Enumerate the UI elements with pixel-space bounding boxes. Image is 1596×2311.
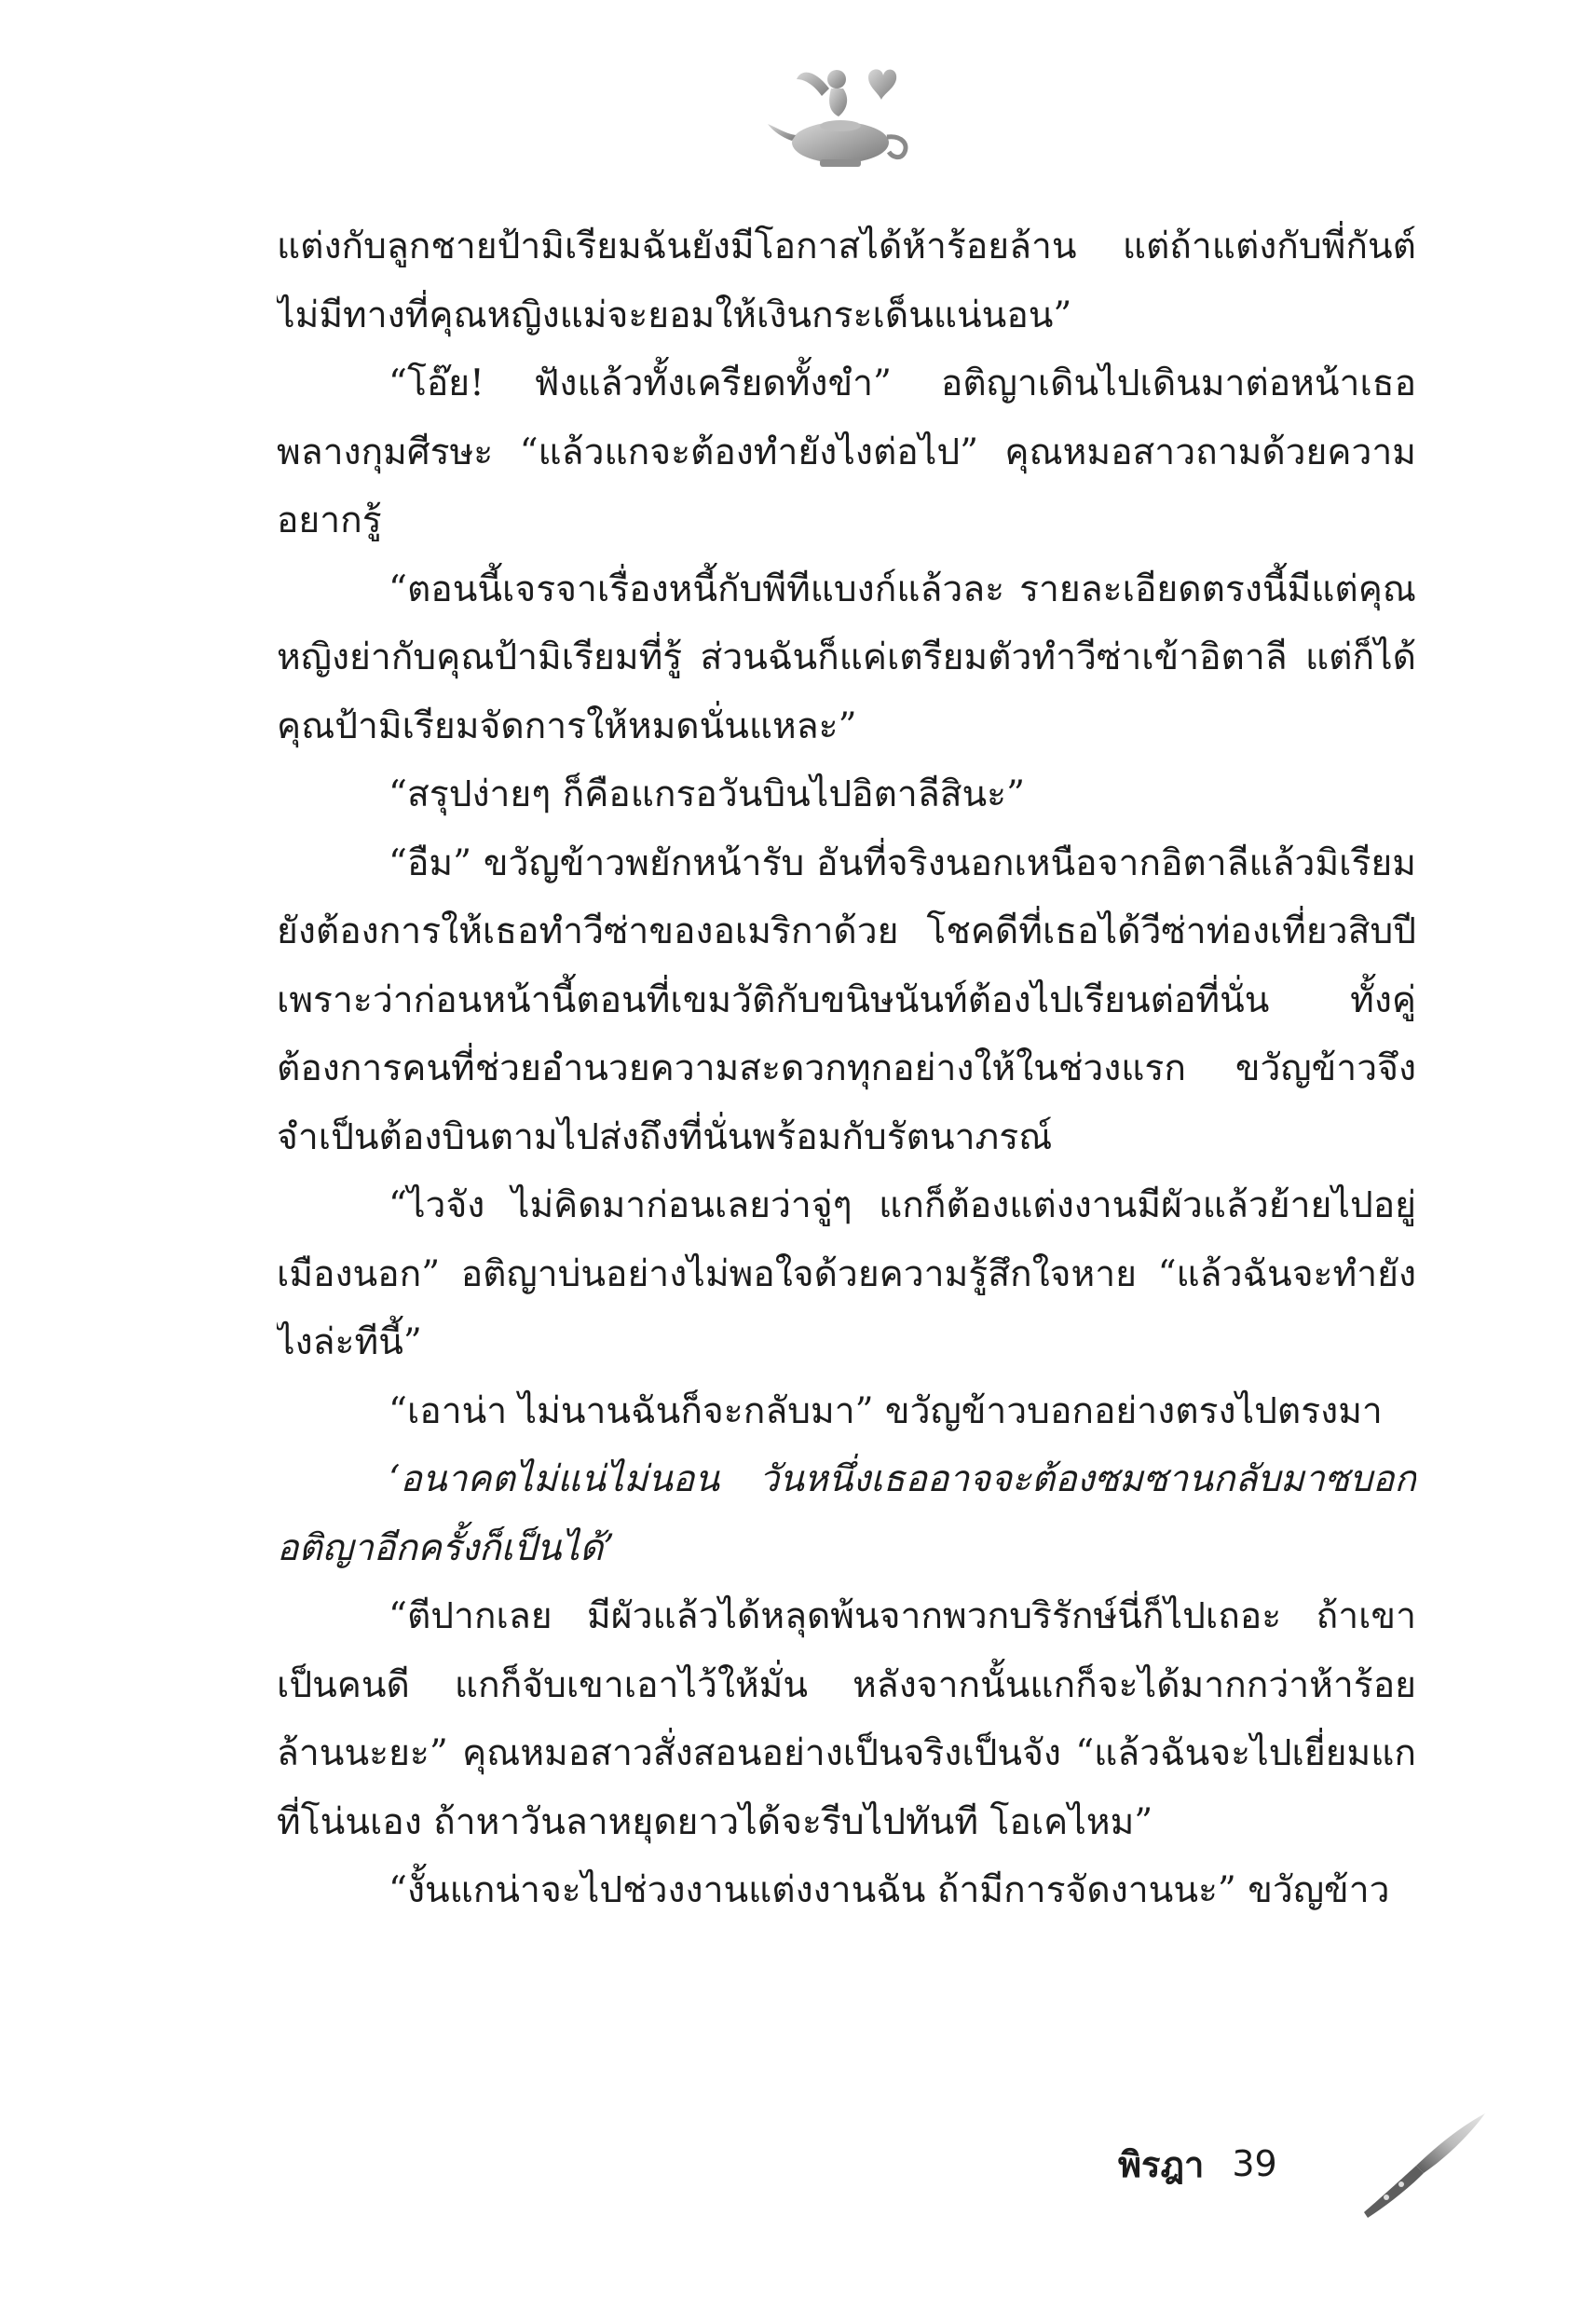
paragraph-6: “ไวจัง ไม่คิดมาก่อนเลยว่าจู่ๆ แกก็ต้องแต่งงานมีผัวแล้วย้ายไปอยู่เมืองนอก” อติญาบ่นอย่างไม่พอใจด้วยความรู้สึกใจหาย “แล้วฉันจะทำยังไงล่ะทีนี้” xyxy=(277,1184,1416,1363)
knife-icon xyxy=(1358,2108,1489,2220)
page-number: 39 xyxy=(1232,2143,1277,2184)
paragraph-8-thought: ‘อนาคตไม่แน่ไม่นอน วันหนึ่งเธออาจจะต้องซมซานกลับมาซบอกอติญาอีกครั้งก็เป็นได้’ xyxy=(277,1458,1416,1569)
paragraph-9: “ตีปากเลย มีผัวแล้วได้หลุดพ้นจากพวกบริรักษ์นี่ก็ไปเถอะ ถ้าเขาเป็นคนดี แกก็จับเขาเอาไว้ให้มั่น หลังจากนั้นแกก็จะได้มากกว่าห้าร้อยล้านนะยะ” คุณหมอสาวสั่งสอนอย่างเป็นจริงเป็นจัง “แล้วฉันจะไปเยี่ยมแกที่โน่นเอง ถ้าหาวันลาหยุดยาวได้จะรีบไปทันที โอเคไหม” xyxy=(277,1595,1416,1843)
page-footer xyxy=(1118,2136,1277,2192)
paragraph-3: “ตอนนี้เจรจาเรื่องหนี้กับพีทีแบงก์แล้วละ รายละเอียดตรงนี้มีแต่คุณหญิงย่ากับคุณป้ามิเรียมที่รู้ ส่วนฉันก็แค่เตรียมตัวทำวีซ่าเข้าอิตาลี แต่ก็ได้คุณป้ามิเรียมจัดการให้หมดนั่นแหละ” xyxy=(277,567,1416,747)
paragraph-10: “งั้นแกน่าจะไปช่วงงานแต่งงานฉัน ถ้ามีการจัดงานนะ” ขวัญข้าว xyxy=(389,1869,1390,1911)
paragraph-4: “สรุปง่ายๆ ก็คือแกรอวันบินไปอิตาลีสินะ” xyxy=(389,773,1026,815)
cupid-teapot-ornament-icon xyxy=(764,51,913,177)
body-text xyxy=(277,212,1416,2123)
paragraph-5: “อืม” ขวัญข้าวพยักหน้ารับ อันที่จริงนอกเหนือจากอิตาลีแล้วมิเรียมยังต้องการให้เธอทำวีซ่าของอเมริกาด้วย โชคดีที่เธอได้วีซ่าท่องเที่ยวสิบปี เพราะว่าก่อนหน้านี้ตอนที่เขมวัติกับขนิษนันท์ต้องไปเรียนต่อที่นั่น ทั้งคู่ต้องการคนที่ช่วยอำนวยความสะดวกทุกอย่างให้ในช่วงแรก ขวัญข้าวจึงจำเป็นต้องบินตามไปส่งถึงที่นั่นพร้อมกับรัตนาภรณ์ xyxy=(277,841,1416,1158)
paragraph-2: “โอ๊ย! ฟังแล้วทั้งเครียดทั้งขำ” อติญาเดินไปเดินมาต่อหน้าเธอพลางกุมศีรษะ “แล้วแกจะต้องทำยังไงต่อไป” คุณหมอสาวถามด้วยความอยากรู้ xyxy=(277,362,1416,541)
paragraph-1: แต่งกับลูกชายป้ามิเรียมฉันยังมีโอกาสได้ห้าร้อยล้าน แต่ถ้าแต่งกับพี่กันต์ ไม่มีทางที่คุณหญิงแม่จะยอมให้เงินกระเด็นแน่นอน” xyxy=(277,226,1416,336)
paragraph-7: “เอาน่า ไม่นานฉันก็จะกลับมา” ขวัญข้าวบอกอย่างตรงไปตรงมา xyxy=(389,1389,1383,1432)
author-name: พิรฎา xyxy=(1118,2143,1205,2185)
